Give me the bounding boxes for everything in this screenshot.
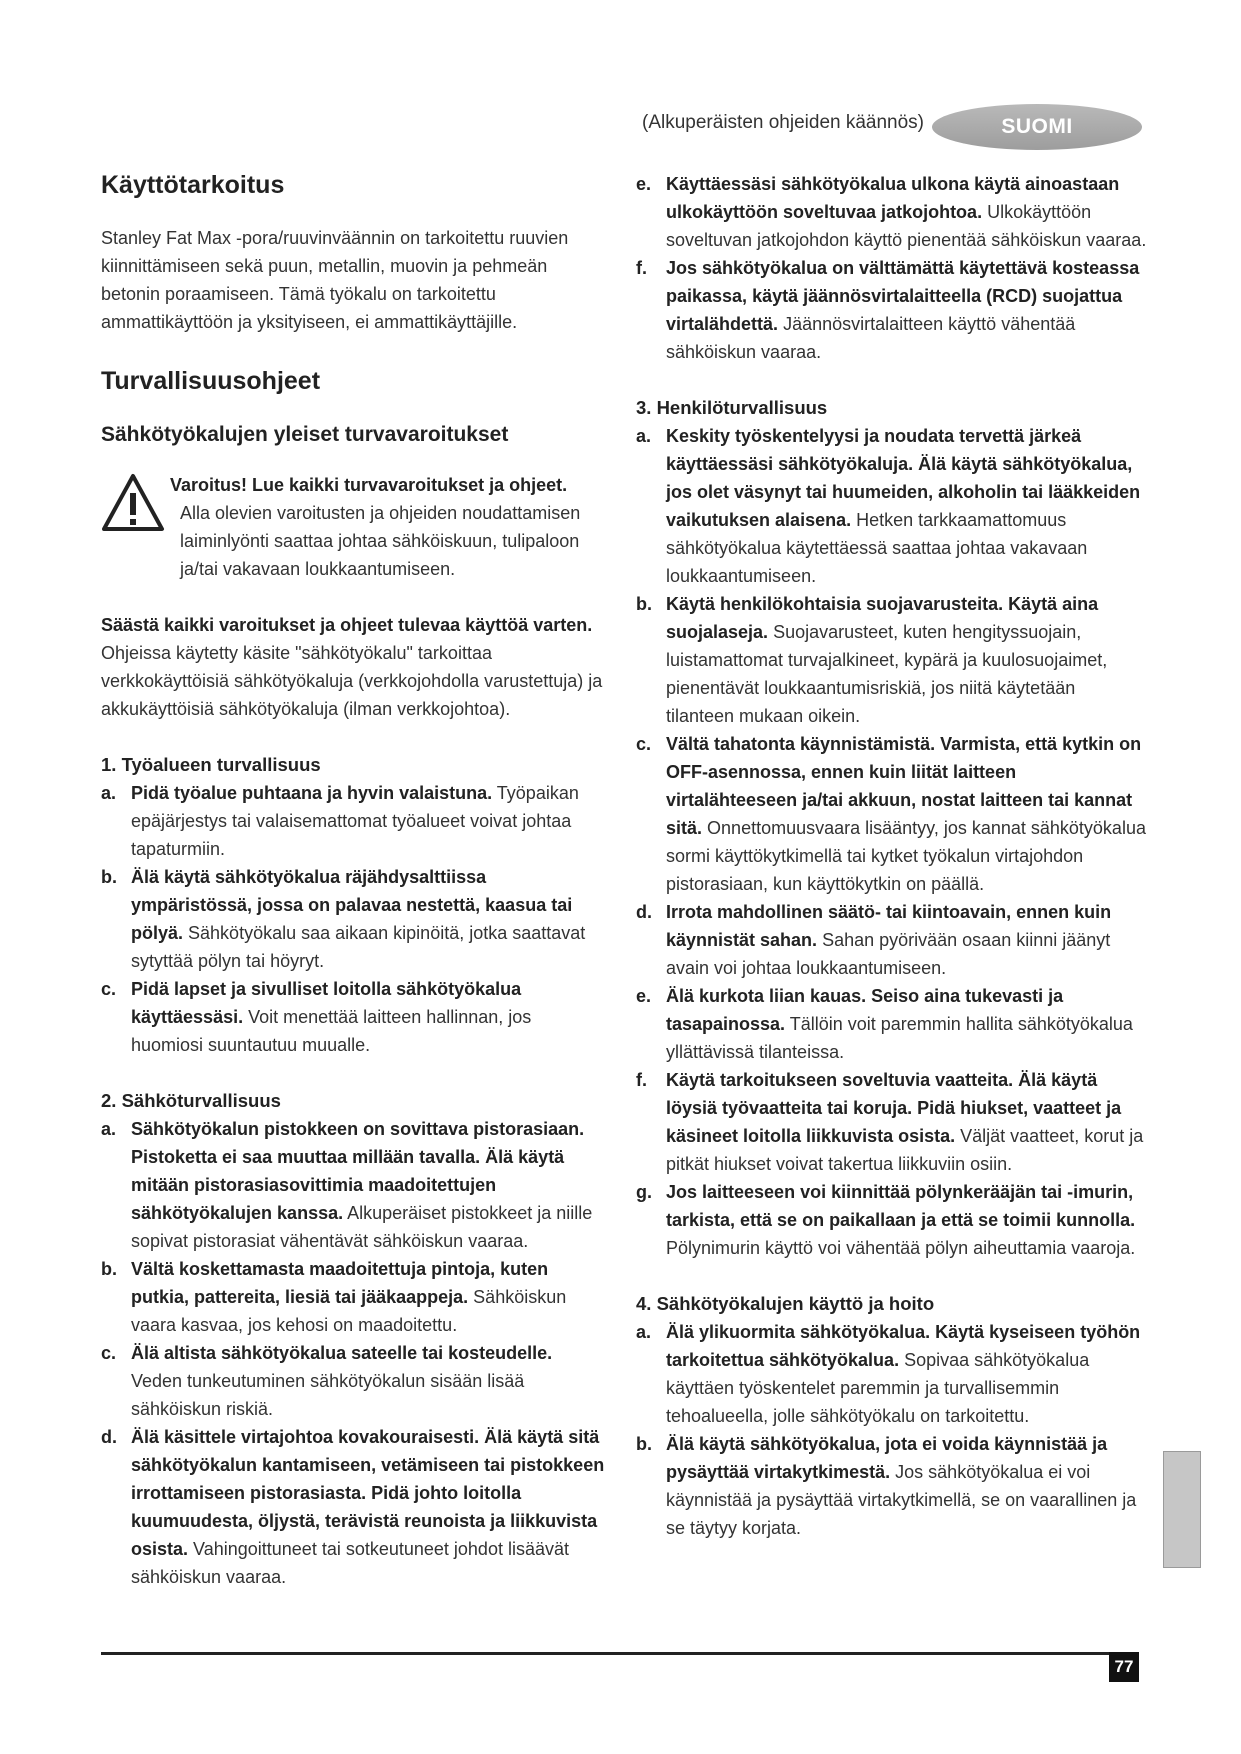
item-explanation: Alkuperäiset pistokkeet ja niille sopivat pistorasiat vähentävät sähköiskun vaaraa. <box>131 1203 593 1252</box>
item-marker: b. <box>101 867 117 888</box>
item-instruction: Jos laitteeseen voi kiinnittää pölynkerääjän tai -imurin, tarkista, että se on paikallaan ja että se toimii kunnolla. <box>666 1182 1136 1230</box>
item-explanation: Hetken tarkkaamattomuus sähkötyökalua käytettäessä saattaa johtaa vakavaan loukkaantumiseen. <box>666 510 1088 586</box>
item-marker: a. <box>101 783 117 804</box>
list-item <box>101 779 606 863</box>
list-item <box>101 863 606 975</box>
section-1-list <box>101 779 606 1059</box>
item-marker: g. <box>636 1182 652 1202</box>
item-marker: a. <box>101 1119 117 1140</box>
item-marker: b. <box>636 1434 652 1454</box>
list-item <box>636 590 1148 730</box>
purpose-heading: Käyttötarkoitus <box>101 171 285 199</box>
item-instruction: Jos sähkötyökalua on välttämättä käytettävä kosteassa paikassa, käytä jäännösvirtalaitteella (RCD) suojattua virtalähdettä. <box>666 258 1140 334</box>
list-item <box>636 730 1148 898</box>
item-marker: b. <box>101 1259 117 1280</box>
safety-heading: Turvallisuusohjeet <box>101 367 321 395</box>
section-4-title: 4. Sähkötyökalujen käyttö ja hoito <box>636 1293 935 1314</box>
list-item <box>101 1423 606 1591</box>
item-explanation: Veden tunkeutuminen sähkötyökalun sisään lisää sähköiskun riskiä. <box>131 1371 525 1420</box>
list-item <box>636 254 1148 366</box>
warning-bold: Varoitus! Lue kaikki turvavaroitukset ja ohjeet. <box>170 475 568 496</box>
item-instruction: Älä ylikuormita sähkötyökalua. Käytä kyseiseen työhön tarkoitettua sähkötyökalua. <box>666 1322 1141 1370</box>
item-marker: d. <box>101 1427 117 1448</box>
item-explanation: Voit menettää laitteen hallinnan, jos huomiosi suuntautuu muualle. <box>131 1007 532 1056</box>
section-2-continued-list <box>636 170 1148 366</box>
side-tab-marker <box>1163 1451 1201 1568</box>
item-marker: a. <box>636 426 652 446</box>
list-item <box>636 898 1148 982</box>
item-explanation: Työpaikan epäjärjestys tai valaisemattomat työalueet voivat johtaa tapaturmiin. <box>131 783 579 860</box>
warning-content <box>170 471 606 583</box>
language-badge: SUOMI <box>932 104 1142 150</box>
item-instruction: Älä käsittele virtajohtoa kovakouraisesti. Älä käytä sitä sähkötyökalun kantamiseen, vetämiseen tai pistokkeen irrottamiseen pistorasiasta. Pidä johto loitolla kuumuudesta, öljystä, terävistä reunoista ja liikkuvista osista. <box>131 1427 605 1560</box>
item-marker: f. <box>636 1070 647 1090</box>
item-instruction: Pidä lapset ja sivulliset loitolla sähkötyökalua käyttäessäsi. <box>131 979 522 1028</box>
section-3-list <box>636 422 1148 1262</box>
item-explanation: Vahingoittuneet tai sotkeutuneet johdot lisäävät sähköiskun vaaraa. <box>131 1539 569 1588</box>
list-item <box>636 1430 1148 1542</box>
item-instruction: Vältä tahatonta käynnistämistä. Varmista, että kytkin on OFF-asennossa, ennen kuin liität laitteen virtalähteeseen ja/tai akkuun, nostat laitteen tai kannat sitä. <box>666 734 1142 838</box>
right-column <box>636 170 1148 1542</box>
list-item <box>636 1178 1148 1262</box>
item-instruction: Älä käytä sähkötyökalua räjähdysalttiissa ympäristössä, jossa on palavaa nestettä, kaasua tai pölyä. <box>131 867 573 944</box>
item-marker: e. <box>636 174 652 194</box>
warning-triangle-icon <box>101 473 165 533</box>
section-3-title: 3. Henkilöturvallisuus <box>636 397 828 418</box>
item-explanation: Onnettomuusvaara lisääntyy, jos kannat sähkötyökalua sormi käyttökytkimellä tai kytket työkalun virtajohdon pistorasiaan, kun käyttökytkin on päällä. <box>666 818 1146 894</box>
list-item <box>636 1066 1148 1178</box>
list-item <box>101 1255 606 1339</box>
item-instruction: Pidä työalue puhtaana ja hyvin valaistuna. <box>131 783 493 804</box>
item-marker: a. <box>636 1322 652 1342</box>
warning-text: Alla olevien varoitusten ja ohjeiden noudattamisen laiminlyönti saattaa johtaa sähköiskuun, tulipaloon ja/tai vakavaan loukkaantumiseen. <box>180 503 581 580</box>
footer-divider <box>101 1652 1138 1655</box>
item-instruction: Älä altista sähkötyökalua sateelle tai kosteudelle. <box>131 1343 553 1364</box>
item-marker: d. <box>636 902 652 922</box>
list-item <box>101 1339 606 1423</box>
item-marker: e. <box>636 986 652 1006</box>
translation-note: (Alkuperäisten ohjeiden käännös) <box>642 112 925 133</box>
item-instruction: Älä käytä sähkötyökalua, jota ei voida käynnistää ja pysäyttää virtakytkimestä. <box>666 1434 1108 1482</box>
item-explanation: Tällöin voit paremmin hallita sähkötyökalua yllättävissä tilanteissa. <box>666 1014 1133 1062</box>
item-explanation: Jäännösvirtalaitteen käyttö vähentää sähköiskun vaaraa. <box>666 314 1076 362</box>
item-marker: b. <box>636 594 652 614</box>
save-instructions-text: Ohjeissa käytetty käsite "sähkötyökalu" tarkoittaa verkkokäyttöisiä sähkötyökaluja (verkkojohdolla varustettuja) ja akkukäyttöisiä sähkötyökaluja (ilman verkkojohtoa). <box>101 643 603 720</box>
item-explanation: Sähköiskun vaara kasvaa, jos kehosi on maadoitettu. <box>131 1287 567 1336</box>
item-marker: c. <box>101 979 117 1000</box>
section-4-list <box>636 1318 1148 1542</box>
list-item <box>636 982 1148 1066</box>
item-explanation: Jos sähkötyökalua ei voi käynnistää ja pysäyttää virtakytkimellä, se on vaarallinen ja se täytyy korjata. <box>666 1462 1137 1538</box>
list-item <box>636 170 1148 254</box>
item-instruction: Käyttäessäsi sähkötyökalua ulkona käytä ainoastaan ulkokäyttöön soveltuvaa jatkojohtoa. <box>666 174 1120 222</box>
item-marker: c. <box>101 1343 117 1364</box>
list-item <box>636 422 1148 590</box>
item-explanation: Suojavarusteet, kuten hengityssuojain, luistamattomat turvajalkineet, kypärä ja kuulosuojaimet, pienentävät loukkaantumisriskiä, jos niitä käytetään tilanteen mukaan oikein. <box>666 622 1108 726</box>
item-marker: f. <box>636 258 647 278</box>
save-instructions-bold: Säästä kaikki varoitukset ja ohjeet tulevaa käyttöä varten. <box>101 615 593 636</box>
list-item <box>101 1115 606 1255</box>
item-instruction: Keskity työskentelyysi ja noudata tervettä järkeä käyttäessäsi sähkötyökaluja. Älä käytä sähkötyökalua, jos olet väsynyt tai huumeiden, alkoholin tai lääkkeiden vaikutuksen alaisena. <box>666 426 1141 530</box>
item-instruction: Älä kurkota liian kauas. Seiso aina tukevasti ja tasapainossa. <box>666 986 1064 1034</box>
item-explanation: Ulkokäyttöön soveltuvan jatkojohdon käyttö pienentää sähköiskun vaaraa. <box>666 202 1147 250</box>
section-1-title: 1. Työalueen turvallisuus <box>101 754 321 776</box>
item-instruction: Irrota mahdollinen säätö- tai kiintoavain, ennen kuin käynnistät sahan. <box>666 902 1112 950</box>
section-2-title: 2. Sähköturvallisuus <box>101 1090 281 1112</box>
section-2-list <box>101 1115 606 1591</box>
item-instruction: Käytä henkilökohtaisia suojavarusteita. Käytä aina suojalaseja. <box>666 594 1099 642</box>
item-instruction: Käytä tarkoitukseen soveltuvia vaatteita. Älä käytä löysiä työvaatteita tai koruja. Pidä hiukset, vaatteet ja käsineet loitolla liikkuvista osista. <box>666 1070 1122 1146</box>
item-explanation: Sähkötyökalu saa aikaan kipinöitä, jotka saattavat sytyttää pölyn tai höyryt. <box>131 923 586 972</box>
item-explanation: Väljät vaatteet, korut ja pitkät hiukset voivat takertua liikkuviin osiin. <box>666 1126 1144 1174</box>
item-explanation: Sahan pyörivään osaan kiinni jäänyt avain voi johtaa loukkaantumiseen. <box>666 930 1111 978</box>
item-explanation: Pölynimurin käyttö voi vähentää pölyn aiheuttamia vaaroja. <box>666 1238 1136 1258</box>
purpose-text: Stanley Fat Max -pora/ruuvinväännin on tarkoitettu ruuvien kiinnittämiseen sekä puun, metallin, muovin ja pehmeän betonin poraamiseen. Tämä työkalu on tarkoitettu ammattikäyttöön ja yksityiseen, ei ammattikäyttäjille. <box>101 228 569 332</box>
page-number: 77 <box>1109 1652 1139 1682</box>
list-item <box>101 975 606 1059</box>
item-instruction: Vältä koskettamasta maadoitettuja pintoja, kuten putkia, pattereita, liesiä tai jääkaappeja. <box>131 1259 549 1308</box>
item-marker: c. <box>636 734 652 754</box>
warning-block <box>101 471 606 583</box>
item-instruction: Sähkötyökalun pistokkeen on sovittava pistorasiaan. Pistoketta ei saa muuttaa millään tavalla. Älä käytä mitään pistorasiasovittimia maadoitettujen sähkötyökalujen kanssa. <box>131 1119 585 1224</box>
item-explanation: Sopivaa sähkötyökalua käyttäen työskentelet paremmin ja turvallisemmin tehoalueella, jolle sähkötyökalu on tarkoitettu. <box>666 1350 1090 1426</box>
general-warnings-heading: Sähkötyökalujen yleiset turvavaroitukset <box>101 423 509 446</box>
list-item <box>636 1318 1148 1430</box>
left-column <box>101 170 606 1591</box>
